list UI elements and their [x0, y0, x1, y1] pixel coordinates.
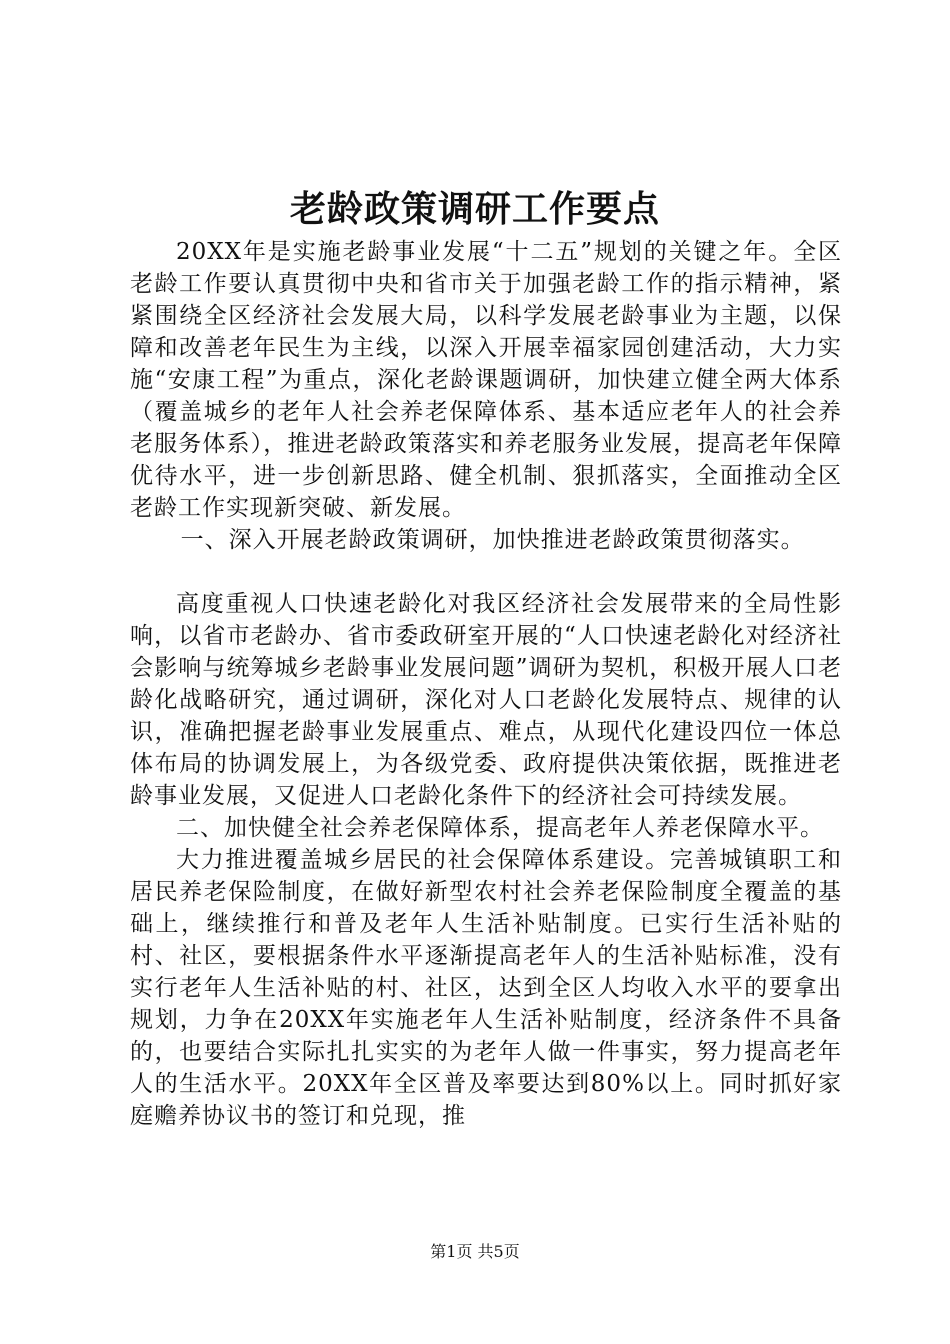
document-title: 老龄政策调研工作要点: [289, 188, 660, 230]
page-footer: 第1页 共5页: [430, 1242, 520, 1261]
section-heading-2: 二、加快健全社会养老保障体系，提高老年人养老保障水平。: [176, 815, 824, 841]
section-1-paragraph: 高度重视人口快速老龄化对我区经济社会发展带来的全局性影响，以省市老龄办、省市委政研室开展的“人口快速老龄化对经济社会影响与统筹城乡老龄事业发展问题”调研为契机，积极开展人口老龄化战略研究，通过调研，深化对人口老龄化发展特点、规律的认识，准确把握老龄事业发展重点、难点，从现代化建设四位一体总体布局的协调发展上，为各级党委、政府提供决策依据，既推进老龄事业发展，又促进人口老龄化条件下的经济社会可持续发展。: [130, 591, 842, 809]
section-2-paragraph: 大力推进覆盖城乡居民的社会保障体系建设。完善城镇职工和居民养老保险制度，在做好新型农村社会养老保险制度全覆盖的基础上，继续推行和普及老年人生活补贴制度。已实行生活补贴的村、社区，要根据条件水平逐渐提高老年人的生活补贴标准，没有实行老年人生活补贴的村、社区，达到全区人均收入水平的要拿出规划，力争在20XX年实施老年人生活补贴制度，经济条件不具备的，也要结合实际扎扎实实的为老年人做一件事实，努力提高老年人的生活水平。20XX年全区普及率要达到80%以上。同时抓好家庭赡养协议书的签订和兑现，推: [130, 847, 842, 1129]
blank-line: [130, 556, 842, 588]
document-body: [130, 236, 842, 1132]
intro-paragraph: 20XX年是实施老龄事业发展“十二五”规划的关键之年。全区老龄工作要认真贯彻中央和省市关于加强老龄工作的指示精神，紧紧围绕全区经济社会发展大局，以科学发展老龄事业为主题，以保障和改善老年民生为主线，以深入开展幸福家园创建活动，大力实施“安康工程”为重点，深化老龄课题调研，加快建立健全两大体系（覆盖城乡的老年人社会养老保障体系、基本适应老年人的社会养老服务体系），推进老龄政策落实和养老服务业发展，提高老年保障优待水平，进一步创新思路、健全机制、狠抓落实，全面推动全区老龄工作实现新突破、新发展。: [130, 239, 842, 521]
section-heading-1: 一、深入开展老龄政策调研，加快推进老龄政策贯彻落实。: [180, 527, 805, 553]
